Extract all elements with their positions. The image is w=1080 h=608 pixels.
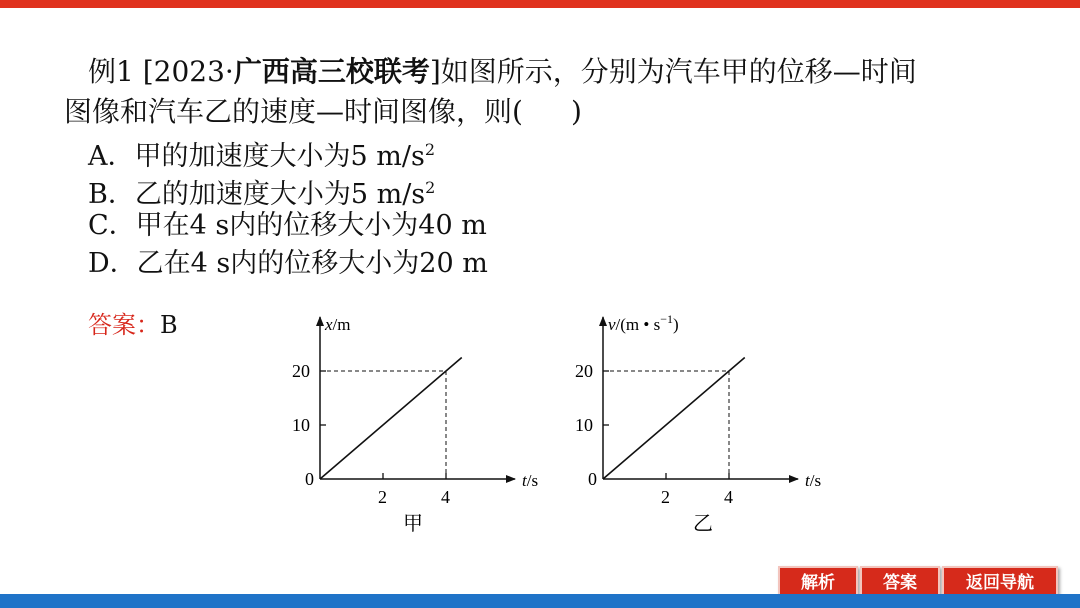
y-tick-label: 10 [575,415,593,435]
y-axis-label [608,312,679,334]
data-line [320,358,462,480]
x-axis-unit: /s [526,471,539,490]
option-text: 甲的加速度大小为5 m/s [134,141,425,172]
y-axis-unit-end: ) [673,315,679,334]
option-c [88,208,487,244]
x-axis-label [805,471,821,490]
bottom-accent-bar [0,594,1080,608]
y-axis-unit: /m [332,315,351,334]
x-axis-unit: /s [809,471,822,490]
option-b [88,170,435,213]
origin-label: 0 [305,469,314,489]
origin-label: 0 [588,469,597,489]
y-tick-label: 20 [575,361,593,381]
option-text: 甲在4 s内的位移大小为40 m [135,210,487,241]
graph-caption: 甲 [403,513,423,535]
back-to-nav-button[interactable]: 返回导航 [942,566,1058,600]
option-a [88,132,435,175]
graph-yi [568,305,868,545]
question-line-2 [64,94,1044,130]
x-tick-label: 2 [661,487,670,507]
option-letter: A． [88,141,135,172]
y-tick-label: 10 [292,415,310,435]
x-axis-var: t [522,471,527,490]
question-stem-cont: 图像和汽车乙的速度—时间图像，则( [64,95,523,128]
x-tick-label: 2 [378,487,387,507]
x-axis-label [522,471,538,490]
option-sup: 2 [424,140,436,159]
data-line [603,358,745,480]
question-prefix: 例1 [2023· [88,55,234,88]
x-axis-var: t [805,471,810,490]
analysis-button[interactable]: 解析 [778,566,858,600]
graph-jia [285,305,555,545]
y-axis-label [324,315,351,334]
answer-value: B [160,311,178,339]
option-letter: B． [88,179,135,210]
y-axis-var: x [325,315,333,334]
answer-label: 答案： [88,311,160,339]
y-axis-unit-sup: −1 [660,312,674,326]
option-letter: D． [88,248,137,279]
y-axis-var: v [608,315,616,334]
option-sup: 2 [425,178,436,197]
answer-line [88,309,178,341]
option-text: 乙在4 s内的位移大小为20 m [136,248,488,279]
x-tick-label: 4 [441,487,450,507]
question-close-paren: ) [570,95,582,128]
option-letter: C． [88,210,136,241]
y-tick-label: 20 [292,361,310,381]
x-tick-label: 4 [724,487,733,507]
y-axis-unit: /(m • s [615,315,661,334]
answer-button[interactable]: 答案 [860,566,940,600]
question-stem: ]如图所示，分别为汽车甲的位移—时间 [429,55,917,88]
option-d [88,246,488,282]
question-source: 广西高三校联考 [233,55,430,88]
question-line-1 [88,54,1068,90]
option-text: 乙的加速度大小为5 m/s [134,179,426,210]
top-accent-bar [0,0,1080,8]
graph-caption: 乙 [693,513,713,535]
